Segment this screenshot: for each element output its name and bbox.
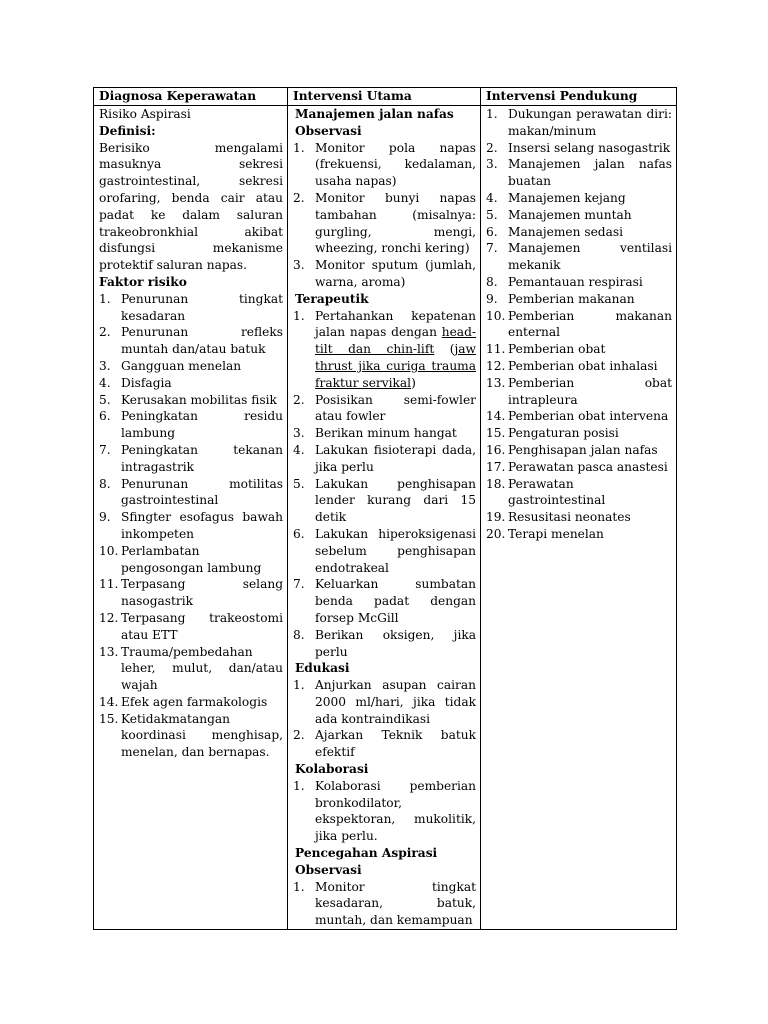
jaw-thrust-text: jaw thrust jika curiga trauma fraktur servikal xyxy=(315,342,476,390)
list-item: 1. Monitor tingkat kesadaran, batuk, muntah, dan kemampuan xyxy=(293,879,476,928)
list-item-text: Peningkatan residu lambung xyxy=(121,409,283,441)
diagnosa-title: Risiko Aspirasi xyxy=(99,107,191,121)
manajemen-jalan-nafas-title: Manajemen jalan nafas xyxy=(295,107,454,121)
observasi-list xyxy=(293,140,476,291)
list-item-text: Pemberian obat xyxy=(508,342,606,357)
header-intervensi-pendukung: Intervensi Pendukung xyxy=(481,88,677,106)
list-item-text: Keluarkan sumbatan benda padat dengan forsep McGill xyxy=(315,577,476,625)
list-item: 13. Pemberian obat intrapleura xyxy=(486,375,672,407)
list-item-text: Ketidakmatangan koordinasi menghisap, menelan, dan bernapas. xyxy=(121,711,283,760)
list-item: 1. Monitor pola napas (frekuensi, kedalaman, usaha napas) xyxy=(293,140,476,189)
list-item-text: Berikan minum hangat xyxy=(315,426,457,441)
terapeutik-list-rest xyxy=(293,392,476,661)
head-tilt-text: head-tilt dan chin-lift xyxy=(315,325,476,357)
list-item: 14. Efek agen farmakologis xyxy=(99,694,268,709)
observasi2-list xyxy=(293,879,476,929)
list-item: 20. Terapi menelan xyxy=(486,526,604,541)
list-item-text: Manajemen sedasi xyxy=(508,224,624,239)
list-item-text: Pemberian obat intervena xyxy=(508,409,669,424)
list-item-text: Monitor sputum (jumlah, warna, aroma) xyxy=(315,258,476,289)
list-item-text: Penurunan motilitas gastrointestinal xyxy=(121,476,283,508)
list-item: 3. Gangguan menelan xyxy=(99,358,242,373)
terapeutik-1-text: Pertahankan kepatenan jalan napas dengan xyxy=(315,308,476,340)
list-item-text: Terpasang trakeostomi atau ETT xyxy=(121,610,283,642)
list-item-text: Trauma/pembedahan leher, mulut, dan/atau wajah xyxy=(121,644,283,693)
list-item-text: Anjurkan asupan cairan 2000 ml/hari, jika tidak ada kontraindikasi xyxy=(315,678,476,726)
faktor-risiko-label: Faktor risiko xyxy=(99,274,187,289)
list-item-text: Lakukan penghisapan lender kurang dari 15 detik xyxy=(315,476,476,525)
list-item-text: Kerusakan mobilitas fisik xyxy=(121,392,277,407)
list-item: 14. Pemberian obat intervena xyxy=(486,409,669,424)
list-item-text: Terapi menelan xyxy=(508,526,604,541)
list-item-text: Peningkatan tekanan intragastrik xyxy=(121,442,283,474)
list-item: 13. Trauma/pembedahan leher, mulut, dan/atau wajah xyxy=(99,644,283,693)
list-item-text: Penurunan refleks muntah dan/atau batuk xyxy=(121,325,283,357)
list-item: 17. Perawatan pasca anastesi xyxy=(486,459,668,474)
header-intervensi-utama: Intervensi Utama xyxy=(288,88,481,106)
list-item-text: Monitor tingkat kesadaran, batuk, muntah, dan kemampuan xyxy=(315,879,476,928)
list-item: 3. Monitor sputum (jumlah, warna, aroma) xyxy=(293,258,476,289)
observasi2-label: Observasi xyxy=(295,862,362,877)
list-item: 12. Pemberian obat inhalasi xyxy=(486,358,658,373)
list-item: 8. Penurunan motilitas gastrointestinal xyxy=(99,476,283,508)
list-item-text: Penghisapan jalan nafas xyxy=(508,442,658,457)
list-item-text: Manajemen ventilasi mekanik xyxy=(508,241,672,273)
header-diagnosa: Diagnosa Keperawatan xyxy=(94,88,288,106)
list-item: 6. Peningkatan residu lambung xyxy=(99,409,283,441)
list-item-text: Gangguan menelan xyxy=(121,358,242,373)
list-item: 11. Pemberian obat xyxy=(486,342,606,357)
list-item: 18. Perawatan gastrointestinal xyxy=(486,476,606,508)
list-item: 19. Resusitasi neonates xyxy=(486,510,631,525)
list-item-text: Dukungan perawatan diri: makan/minum xyxy=(508,107,672,138)
list-item: 1. Anjurkan asupan cairan 2000 ml/hari, jika tidak ada kontraindikasi xyxy=(293,678,476,726)
edukasi-label: Edukasi xyxy=(295,661,350,676)
list-item-text: Sfingter esofagus bawah inkompeten xyxy=(121,510,283,541)
list-item-text: Disfagia xyxy=(121,375,172,390)
list-item-text: Lakukan hiperoksigenasi sebelum penghisapan endotrakeal xyxy=(315,526,476,575)
list-item: 6. Lakukan hiperoksigenasi sebelum penghisapan endotrakeal xyxy=(293,526,476,575)
header-row xyxy=(94,88,677,106)
list-item: 5. Kerusakan mobilitas fisik xyxy=(99,392,277,407)
list-item-text: Pemberian obat intrapleura xyxy=(508,375,672,407)
list-item-text: Kolaborasi pemberian bronkodilator, ekspektoran, mukolitik, jika perlu. xyxy=(315,778,476,844)
list-item: 11. Terpasang selang nasogastrik xyxy=(99,577,283,609)
intervensi-pendukung-cell xyxy=(481,106,677,930)
list-item: 2. Penurunan refleks muntah dan/atau batuk xyxy=(99,325,283,357)
list-item-text: Posisikan semi-fowler atau fowler xyxy=(315,392,476,424)
list-item-text: Penurunan tingkat kesadaran xyxy=(121,291,283,323)
faktor-risiko-list xyxy=(99,291,283,761)
list-item-text: Insersi selang nasogastrik xyxy=(508,140,671,155)
list-item-text: Berikan oksigen, jika perlu xyxy=(315,627,476,659)
intervensi-utama-cell xyxy=(288,106,481,930)
terapeutik-list xyxy=(293,308,476,392)
list-item-text: Manajemen muntah xyxy=(508,207,632,222)
list-item-text: Ajarkan Teknik batuk efektif xyxy=(315,728,476,760)
list-item-text: Perlambatan pengosongan lambung xyxy=(121,543,262,575)
paren-close: ) xyxy=(411,375,416,390)
kolaborasi-list xyxy=(293,778,476,845)
kolaborasi-label: Kolaborasi xyxy=(295,762,369,777)
list-item: 8. Berikan oksigen, jika perlu xyxy=(293,627,476,659)
list-item: 2. Ajarkan Teknik batuk efektif xyxy=(293,728,476,760)
list-item-text: Resusitasi neonates xyxy=(508,510,631,525)
list-item: 9. Pemberian makanan xyxy=(486,291,635,306)
list-item: 7. Keluarkan sumbatan benda padat dengan forsep McGill xyxy=(293,577,476,625)
list-item: 2. Posisikan semi-fowler atau fowler xyxy=(293,392,476,424)
list-item: 4. Manajemen kejang xyxy=(486,190,626,205)
list-item-text: Perawatan gastrointestinal xyxy=(508,476,606,508)
list-item: 6. Manajemen sedasi xyxy=(486,224,624,239)
list-item: 10. Perlambatan pengosongan lambung xyxy=(99,543,262,575)
pendukung-list xyxy=(486,106,672,543)
list-item: 9. Sfingter esofagus bawah inkompeten xyxy=(99,510,283,541)
list-item-text: Monitor pola napas (frekuensi, kedalaman, usaha napas) xyxy=(315,140,476,189)
list-item: 8. Pemantauan respirasi xyxy=(486,274,643,289)
list-item-text: Lakukan fisioterapi dada, jika perlu xyxy=(315,442,476,474)
list-item-text: Pemantauan respirasi xyxy=(508,274,643,289)
list-item: 15. Ketidakmatangan koordinasi menghisap, menelan, dan bernapas. xyxy=(99,711,283,760)
list-item: 5. Manajemen muntah xyxy=(486,207,632,222)
list-item-text: Pemberian makanan xyxy=(508,291,635,306)
body-row xyxy=(94,106,677,930)
list-item-text: Pemberian makanan enternal xyxy=(508,308,672,340)
list-item-text: Pemberian obat inhalasi xyxy=(508,358,658,373)
list-item-text: Monitor bunyi napas tambahan (misalnya: gurgling, mengi, wheezing, ronchi kering) xyxy=(315,190,476,256)
list-item: 7. Manajemen ventilasi mekanik xyxy=(486,241,672,273)
list-item: 1. Dukungan perawatan diri: makan/minum xyxy=(486,107,672,138)
list-item: 2. Insersi selang nasogastrik xyxy=(486,140,671,155)
list-item-text: Efek agen farmakologis xyxy=(121,694,268,709)
list-item: 4. Disfagia xyxy=(99,375,172,390)
list-item-text: Manajemen jalan nafas buatan xyxy=(508,157,672,189)
list-item: 16. Penghisapan jalan nafas xyxy=(486,442,658,457)
list-item: 12. Terpasang trakeostomi atau ETT xyxy=(99,610,283,642)
list-item: 5. Lakukan penghisapan lender kurang dari 15 detik xyxy=(293,476,476,525)
edukasi-list xyxy=(293,677,476,761)
list-item: 10. Pemberian makanan enternal xyxy=(486,308,672,340)
list-item: 15. Pengaturan posisi xyxy=(486,426,619,441)
definisi-label: Definisi: xyxy=(99,123,156,138)
list-item: 3. Berikan minum hangat xyxy=(293,426,457,441)
list-item-text: Perawatan pasca anastesi xyxy=(508,459,668,474)
list-item-text: Manajemen kejang xyxy=(508,190,626,205)
pencegahan-aspirasi-title: Pencegahan Aspirasi xyxy=(295,846,438,861)
list-item-text: Pengaturan posisi xyxy=(508,426,619,441)
list-item: 4. Lakukan fisioterapi dada, jika perlu xyxy=(293,442,476,474)
list-item: 3. Manajemen jalan nafas buatan xyxy=(486,157,672,189)
list-item: 2. Monitor bunyi napas tambahan (misalnya: gurgling, mengi, wheezing, ronchi kering) xyxy=(293,190,476,256)
definisi-text: Berisiko mengalami masuknya sekresi gastrointestinal, sekresi orofaring, benda cair atau padat ke dalam saluran trakeobronkhial akibat disfungsi mekanisme protektif saluran napas. xyxy=(99,140,283,273)
list-item-text: Terpasang selang nasogastrik xyxy=(121,577,283,609)
terapeutik-label: Terapeutik xyxy=(295,291,369,306)
list-item: 1. Kolaborasi pemberian bronkodilator, ekspektoran, mukolitik, jika perlu. xyxy=(293,778,476,844)
list-item: 7. Peningkatan tekanan intragastrik xyxy=(99,442,283,474)
list-item: 1. Pertahankan kepatenan jalan napas dengan head-tilt dan chin-lift (jaw thrust jika curiga trauma fraktur servikal) xyxy=(293,308,476,390)
observasi-label: Observasi xyxy=(295,123,362,138)
paren-open: ( xyxy=(434,342,455,357)
diagnosa-cell xyxy=(94,106,288,930)
list-item: 1. Penurunan tingkat kesadaran xyxy=(99,291,283,323)
nursing-care-table xyxy=(93,87,677,930)
